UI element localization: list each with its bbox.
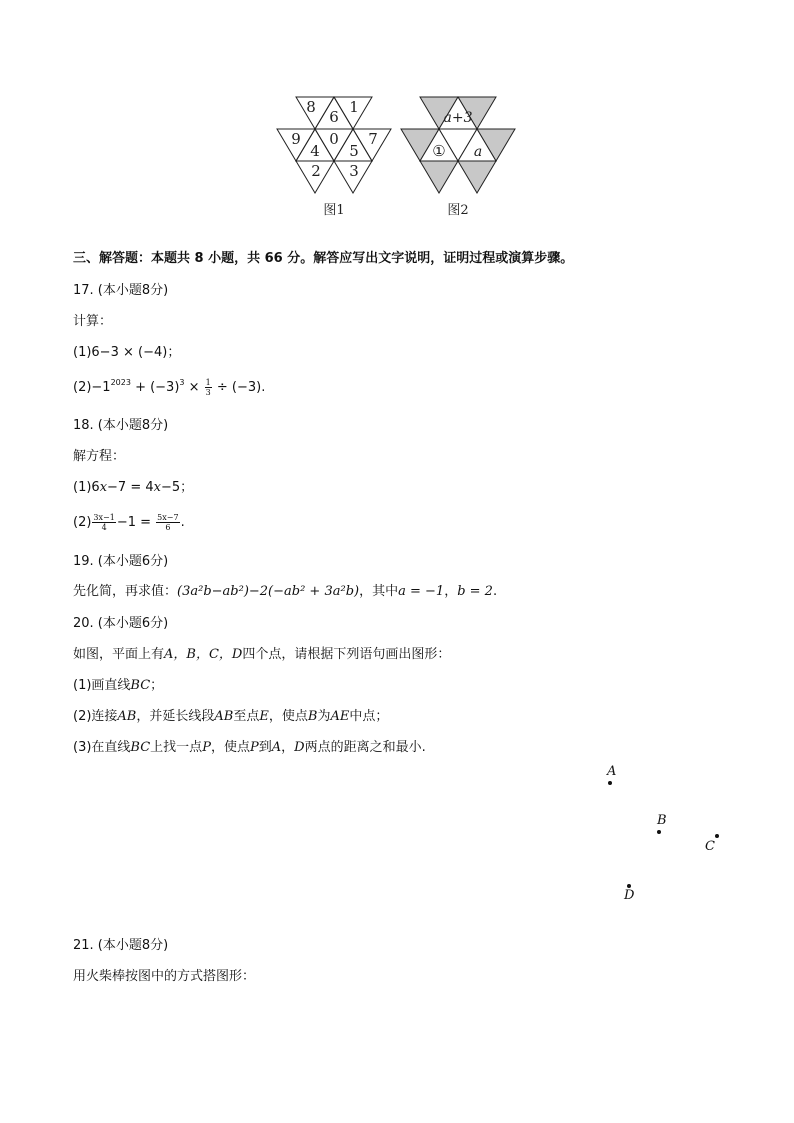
point-a-dot: [608, 781, 612, 785]
q17-p2-prefix: (2)−1: [73, 380, 111, 395]
q19-separator: ，: [444, 584, 458, 599]
q20-s3-d-point: D: [294, 740, 305, 755]
q20-s3-e: ，: [281, 740, 295, 755]
q20-s2-e-text: 为: [317, 709, 331, 724]
point-b-dot: [657, 830, 661, 834]
q20-header: 20. (本小题6分): [73, 616, 169, 631]
q20-s2-d: ，使点: [268, 709, 308, 724]
q17-part1: (1)6−3 × (−4)；: [73, 345, 181, 360]
q20-s1-bc: BC: [130, 678, 151, 693]
q20-step2: [73, 708, 388, 726]
q20-s3-b: 上找一点: [150, 740, 203, 755]
q18-fraction-2: [156, 513, 179, 532]
q17-p2-times: ×: [184, 380, 204, 395]
q18-part2: [73, 513, 185, 532]
point-b-label: B: [657, 813, 667, 828]
fig2-cell-a: a: [473, 144, 483, 160]
q17-prompt: 计算：: [73, 314, 113, 329]
q19-body: [73, 583, 497, 601]
q20-s3-a: (3)在直线: [73, 740, 131, 755]
q17-p2-mid: + (−3): [130, 380, 180, 395]
fig2-cell-circled-1: ①: [432, 142, 446, 160]
q20-s3-bc: BC: [130, 740, 151, 755]
point-c-label: C: [705, 839, 715, 854]
q17-p2-exponent: 2023: [110, 378, 131, 387]
q20-s2-e: E: [259, 709, 269, 724]
q18-frac1-numerator: 3x−1: [93, 513, 115, 522]
point-d-label: D: [624, 888, 635, 903]
q17-part2: [73, 378, 265, 397]
q20-s2-b: ，并延长线段: [136, 709, 215, 724]
q18-prompt: 解方程：: [73, 449, 126, 464]
q20-s2-ab-2: AB: [214, 709, 234, 724]
q20-step3: [73, 739, 426, 757]
fig1-number-4: 4: [310, 142, 320, 160]
q18-p1-var-x: x: [99, 480, 108, 495]
q18-fraction-1: [92, 513, 115, 532]
q19-condition-b: b = 2: [457, 584, 493, 599]
q20-s3-a-point: A: [271, 740, 282, 755]
q20-s3-p-2: P: [249, 740, 259, 755]
q20-s3-p: P: [202, 740, 211, 755]
fig1-number-9: 9: [291, 130, 301, 148]
figure-1-caption: 图1: [323, 203, 345, 218]
q20-s1-a: (1)画直线: [73, 678, 131, 693]
fig1-number-1: 1: [349, 98, 359, 116]
figure-2-caption: 图2: [447, 203, 469, 218]
q21-header: 21. (本小题8分): [73, 938, 169, 953]
fig1-number-3: 3: [349, 162, 359, 180]
fig2-cell-a-plus-3: a+3: [443, 110, 473, 126]
q18-p2-mid: −1 =: [116, 515, 156, 530]
point-c-dot: [715, 834, 719, 838]
fig1-number-5: 5: [349, 142, 359, 160]
fig1-number-8: 8: [306, 98, 316, 116]
hexagram-figures-svg: [270, 90, 530, 222]
q19-end: .: [492, 584, 498, 599]
fig1-number-2: 2: [311, 162, 321, 180]
q19-expression: (3a²b−ab²)−2(−ab² + 3a²b): [177, 584, 360, 599]
q18-part1: [73, 479, 193, 497]
q20-s2-f: 中点；: [349, 709, 389, 724]
q20-step1: [73, 677, 163, 695]
q17-frac-denominator: 3: [205, 388, 211, 397]
q18-p2-tail: .: [180, 515, 185, 530]
q18-p1-mid: −7 = 4: [107, 480, 154, 495]
q18-p1-tail: −5；: [160, 480, 194, 495]
q19-text-mid: ，其中: [359, 584, 399, 599]
q20-intro: [73, 646, 450, 664]
fig1-number-7: 7: [368, 130, 378, 148]
q18-p2-prefix: (2): [73, 515, 92, 530]
q20-s2-ab: AB: [117, 709, 137, 724]
point-a-label: A: [607, 764, 617, 779]
q20-s2-a: (2)连接: [73, 709, 118, 724]
q20-s2-b-point: B: [307, 709, 318, 724]
q19-condition-a: a = −1: [398, 584, 445, 599]
hexagram-figures: [270, 90, 530, 222]
q17-frac-numerator: 1: [205, 378, 211, 387]
q18-frac2-numerator: 5x−7: [157, 513, 179, 522]
q19-header: 19. (本小题6分): [73, 554, 169, 569]
q19-text-prefix: 先化简，再求值：: [73, 584, 178, 599]
q20-s3-c: ，使点: [210, 740, 250, 755]
q20-intro-a: 如图，平面上有: [73, 647, 165, 662]
q18-header: 18. (本小题8分): [73, 418, 169, 433]
q20-s1-b: ；: [150, 678, 164, 693]
q17-p2-tail: ÷ (−3).: [212, 380, 266, 395]
q17-header: 17. (本小题8分): [73, 283, 169, 298]
q18-p1-var-x-2: x: [153, 480, 161, 495]
q17-p2-exponent-2: 3: [179, 378, 185, 387]
q20-intro-b: 四个点，请根据下列语句画出图形：: [242, 647, 451, 662]
q18-p1-prefix: (1)6: [73, 480, 100, 495]
q20-s2-ae: AE: [330, 709, 350, 724]
q20-s3-d: 到: [258, 740, 272, 755]
section-heading: 三、解答题：本题共 8 小题，共 66 分。解答应写出文字说明，证明过程或演算步骤。: [73, 251, 574, 266]
q20-s2-c: 至点: [233, 709, 260, 724]
fig1-number-6: 6: [329, 108, 339, 126]
q21-prompt: 用火柴棒按图中的方式搭图形：: [73, 969, 256, 984]
q18-frac1-denominator: 4: [101, 523, 107, 532]
fig1-number-0: 0: [329, 130, 339, 148]
q20-s3-f: 两点的距离之和最小.: [304, 740, 426, 755]
q20-intro-points: A，B，C，D: [164, 647, 243, 662]
q17-p2-fraction: [205, 378, 212, 397]
q18-frac2-denominator: 6: [165, 523, 171, 532]
